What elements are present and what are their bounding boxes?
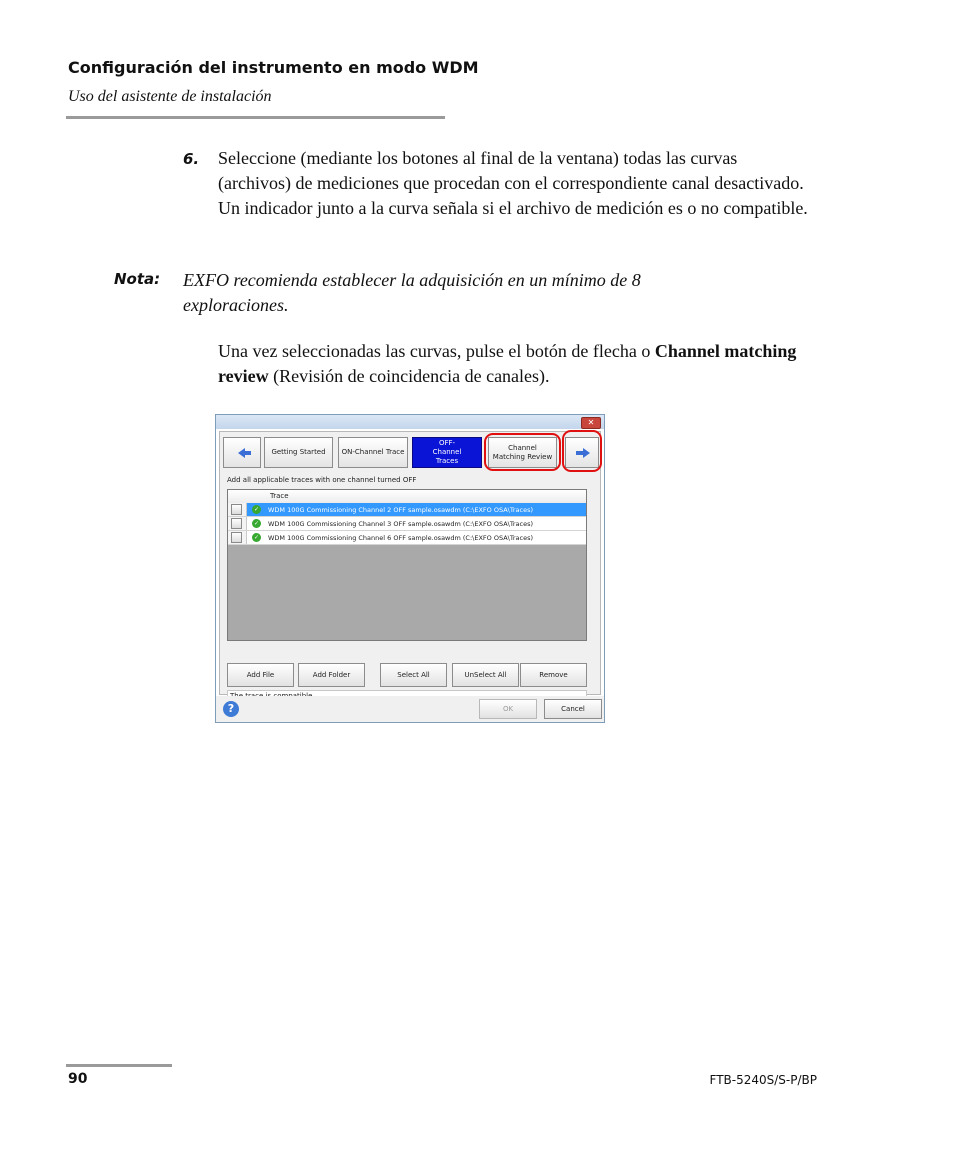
paragraph-text-after: (Revisión de coincidencia de canales). <box>268 366 550 386</box>
dialog-footer <box>216 696 604 722</box>
table-row[interactable] <box>228 531 586 545</box>
select-all-button[interactable]: Select All <box>380 663 447 687</box>
step-text: Seleccione (mediante los botones al final de la ventana) todas las curvas (archivos) de mediciones que procedan con el correspondiente canal desactivado. Un indicador junto a la curva señala si el archivo de medición es o no compatible. <box>218 148 808 218</box>
trace-name: WDM 100G Commissioning Channel 3 OFF sample.osawdm (C:\EXFO OSA\Traces) <box>268 520 533 528</box>
paragraph-bold-term: Channel matching review <box>218 341 797 386</box>
instruction-label: Add all applicable traces with one channel turned OFF <box>227 476 417 484</box>
cancel-button[interactable]: Cancel <box>544 699 602 719</box>
tab-on-channel-trace[interactable]: ON-Channel Trace <box>338 437 408 468</box>
compatible-check-icon: ✓ <box>253 506 260 513</box>
column-header-trace: Trace <box>270 492 289 500</box>
checkbox-cell <box>228 531 247 544</box>
help-icon[interactable]: ? <box>223 701 239 717</box>
wizard-dialog <box>215 414 605 723</box>
ok-button[interactable]: OK <box>479 699 537 719</box>
table-header <box>228 490 586 504</box>
tab-getting-started[interactable]: Getting Started <box>264 437 333 468</box>
row-checkbox[interactable] <box>231 504 242 515</box>
page-number: 90 <box>68 1071 88 1087</box>
dialog-body <box>219 431 601 695</box>
row-checkbox[interactable] <box>231 532 242 543</box>
table-row[interactable] <box>228 503 586 517</box>
header-divider <box>66 116 445 119</box>
footer-divider <box>66 1064 172 1067</box>
compatible-check-icon: ✓ <box>253 534 260 541</box>
tab-channel-matching-review[interactable]: Channel Matching Review <box>488 437 557 468</box>
trace-name: WDM 100G Commissioning Channel 2 OFF sample.osawdm (C:\EXFO OSA\Traces) <box>268 506 533 514</box>
compatible-check-icon: ✓ <box>253 520 260 527</box>
row-checkbox[interactable] <box>231 518 242 529</box>
section-subtitle: Uso del asistente de instalación <box>68 88 272 105</box>
checkbox-cell <box>228 517 247 530</box>
add-file-button[interactable]: Add File <box>227 663 294 687</box>
instruction-paragraph <box>218 339 828 389</box>
section-title: Configuración del instrumento en modo WDM <box>68 58 479 77</box>
add-folder-button[interactable]: Add Folder <box>298 663 365 687</box>
step-number: 6. <box>183 150 200 168</box>
arrow-left-icon <box>238 448 245 458</box>
trace-table <box>227 489 587 641</box>
document-code: FTB-5240S/S-P/BP <box>709 1073 817 1087</box>
checkbox-cell <box>228 503 247 516</box>
dialog-titlebar <box>216 415 604 429</box>
remove-button[interactable]: Remove <box>520 663 587 687</box>
note-label: Nota: <box>114 270 161 288</box>
paragraph-text-before: Una vez seleccionadas las curvas, pulse el botón de flecha o <box>218 341 655 361</box>
back-arrow-button[interactable] <box>223 437 261 468</box>
highlight-circle-review <box>484 433 561 471</box>
table-row[interactable] <box>228 517 586 531</box>
note-text: EXFO recomienda establecer la adquisición en un mínimo de 8 exploraciones. <box>183 270 641 315</box>
highlight-circle-next <box>562 430 602 472</box>
tab-off-channel-traces[interactable]: OFF-Channel Traces <box>412 437 482 468</box>
unselect-all-button[interactable]: UnSelect All <box>452 663 519 687</box>
trace-name: WDM 100G Commissioning Channel 6 OFF sample.osawdm (C:\EXFO OSA\Traces) <box>268 534 533 542</box>
close-button[interactable]: ✕ <box>581 417 601 429</box>
